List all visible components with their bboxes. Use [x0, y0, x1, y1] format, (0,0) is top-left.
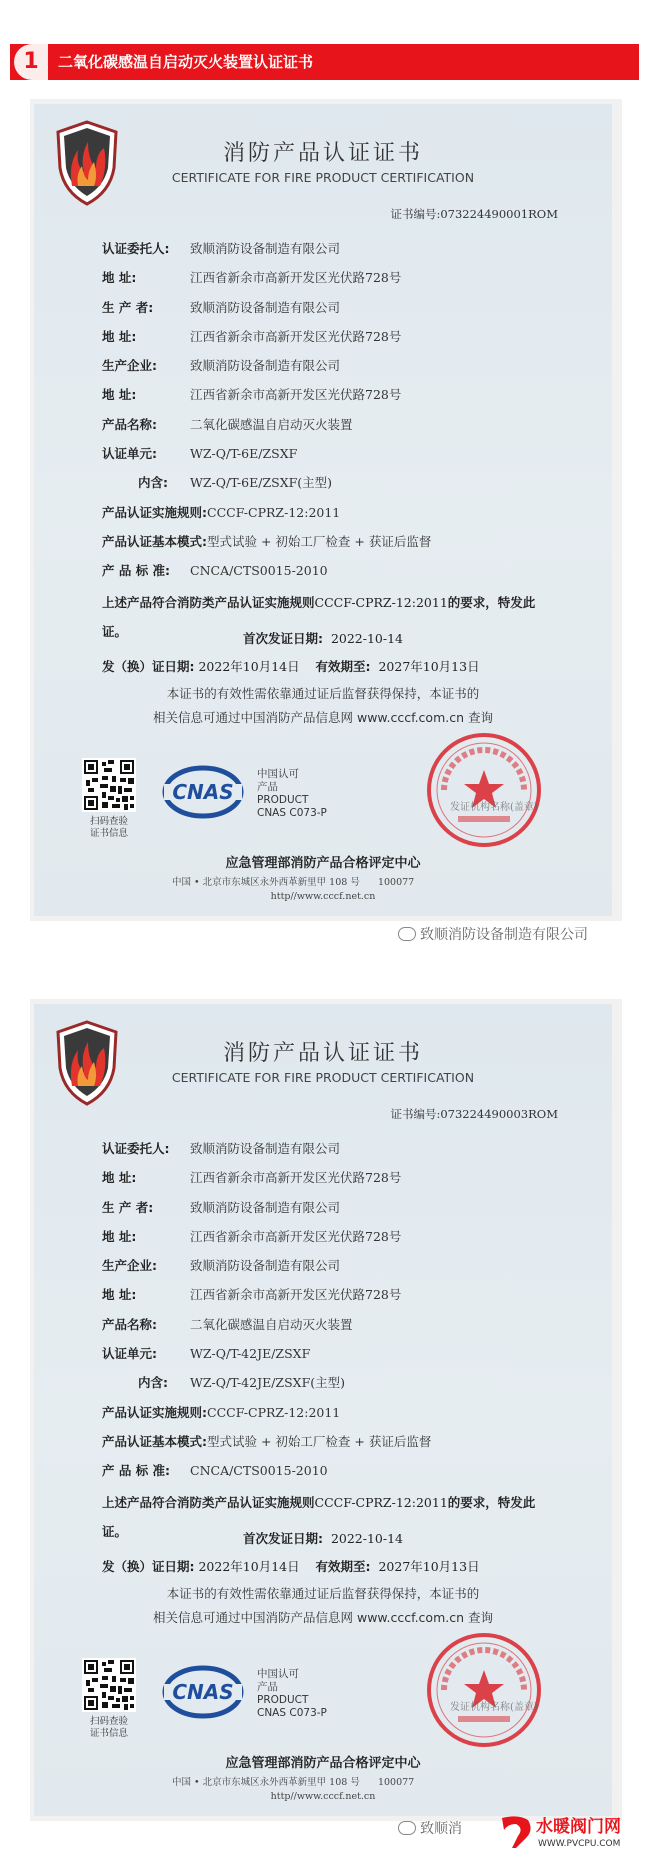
field-value: 型式试验 + 初始工厂检查 + 获证后监督 [207, 533, 432, 549]
field-label: 生产企业: [102, 1258, 157, 1274]
qr-label-line2: 证书信息 [89, 828, 128, 839]
field-value: 江西省新余市高新开发区光伏路728号 [190, 328, 402, 344]
field-value: 致顺消防设备制造有限公司 [190, 299, 341, 315]
field-address [102, 380, 582, 409]
validity-note-line2: 相关信息可通过中国消防产品信息网 www.cccf.com.cn 查询 [153, 710, 493, 725]
field-label: 产 品 标 准: [102, 563, 171, 579]
cnas-line: 产品 [257, 1681, 278, 1693]
cnas-line: 中国认可 [257, 768, 299, 780]
brand-logo [498, 1812, 646, 1850]
qr-label [76, 816, 142, 840]
field-value: 江西省新余市高新开发区光伏路728号 [190, 270, 402, 286]
field-value: 江西省新余市高新开发区光伏路728号 [190, 387, 402, 403]
cnas-logo-text: CNAS [172, 1680, 234, 1704]
field-label: 内含: [138, 475, 168, 491]
first-issue-date [34, 1529, 612, 1547]
first-issue-value: 2022-10-14 [330, 1531, 404, 1546]
validity-note-line2: 相关信息可通过中国消防产品信息网 www.cccf.com.cn 查询 [153, 1610, 493, 1625]
field-label: 地 址: [102, 270, 137, 286]
field-label: 生产企业: [102, 358, 157, 374]
issuer-address [172, 874, 414, 888]
field-address [102, 1163, 582, 1192]
statement-text-end: 的要求，特发此证。 [102, 594, 536, 639]
field-value: WZ-Q/T-42JE/ZSXF(主型) [190, 1375, 345, 1391]
certificate-title-en: CERTIFICATE FOR FIRE PRODUCT CERTIFICATION [171, 1070, 475, 1085]
field-label: 地 址: [102, 1228, 137, 1244]
seal-caption: 发证机构名称(盖章) [450, 1702, 538, 1713]
seal-caption: 发证机构名称(盖章) [450, 802, 538, 813]
field-value: 致顺消防设备制造有限公司 [190, 1141, 341, 1156]
cnas-logo [162, 764, 244, 820]
expiry-label: 有效期至: [315, 1559, 371, 1574]
issue-value: 2022年10月14日 [198, 659, 300, 674]
field-label: 产品认证实施规则: [102, 1404, 207, 1420]
certificate-title: 消防产品认证证书 [222, 1041, 423, 1066]
field-contains [102, 468, 582, 497]
certificate-title-en: CERTIFICATE FOR FIRE PRODUCT CERTIFICATION [171, 170, 475, 185]
field-rule [102, 498, 582, 527]
field-value: CNCA/CTS0015-2010 [190, 1463, 328, 1479]
field-value: WZ-Q/T-6E/ZSXF(主型) [190, 475, 333, 491]
section-title: 二氧化碳感温自启动灭火装置认证证书 [58, 53, 314, 71]
expiry-value: 2027年10月13日 [378, 1559, 480, 1574]
statement-rule: CCCF-CPRZ-12:2011 [314, 594, 448, 610]
field-value: WZ-Q/T-42JE/ZSXF [190, 1346, 311, 1362]
certificate [34, 1004, 612, 1816]
expiry-value: 2027年10月13日 [378, 659, 480, 674]
certificate-number-value: 073224490003ROM [440, 1107, 558, 1121]
expiry-label: 有效期至: [315, 659, 371, 674]
certificate-title: 消防产品认证证书 [222, 141, 423, 166]
official-seal [424, 730, 544, 850]
field-label: 认证单元: [102, 1346, 157, 1362]
issue-label: 发（换）证日期: [102, 1559, 195, 1574]
statement-text: 上述产品符合消防类产品认证实施规则 [102, 594, 315, 610]
certificate-fields [102, 234, 582, 646]
issue-label: 发（换）证日期: [102, 659, 195, 674]
cnas-logo-text: CNAS [172, 780, 234, 804]
field-label: 内含: [138, 1375, 168, 1391]
certificate-fields [102, 1134, 582, 1546]
cnas-accreditation [257, 768, 327, 820]
field-label: 认证单元: [102, 446, 157, 462]
field-value: 江西省新余市高新开发区光伏路728号 [190, 1287, 402, 1303]
field-mode [102, 527, 582, 556]
field-label: 地 址: [102, 387, 137, 403]
field-value: 江西省新余市高新开发区光伏路728号 [190, 1170, 402, 1186]
brand-url: WWW.PVCPU.COM [538, 1839, 621, 1849]
watermark-wechat [398, 924, 588, 944]
first-issue-label: 首次发证日期: [242, 631, 323, 646]
first-issue-label: 首次发证日期: [242, 1531, 323, 1546]
field-value: 致顺消防设备制造有限公司 [190, 241, 341, 256]
field-address [102, 1222, 582, 1251]
issuer-name: 应急管理部消防产品合格评定中心 [225, 1756, 421, 1771]
field-address [102, 322, 582, 351]
field-label: 产 品 标 准: [102, 1463, 171, 1479]
field-standard [102, 556, 582, 585]
issuer-address-text: 中国 • 北京市东城区永外西革新里甲 108 号 [172, 1777, 360, 1788]
certificate-number [390, 206, 558, 222]
qr-label-line1: 扫码查验 [89, 1716, 128, 1727]
certificate-number [390, 1106, 558, 1122]
first-issue-value: 2022-10-14 [330, 631, 404, 646]
issue-dates [102, 1557, 480, 1575]
qr-code-icon [82, 758, 136, 812]
cnas-line: PRODUCT [257, 1694, 309, 1706]
field-producer [102, 1193, 582, 1222]
field-product [102, 1310, 582, 1339]
qr-label-line2: 证书信息 [89, 1728, 128, 1739]
field-mode [102, 1427, 582, 1456]
wechat-icon [398, 927, 416, 941]
field-label: 产品认证基本模式: [102, 533, 207, 549]
wechat-icon [398, 1821, 416, 1835]
field-label: 产品认证基本模式: [102, 1433, 207, 1449]
issuer-zip: 100077 [377, 877, 415, 888]
cnas-line: 中国认可 [257, 1668, 299, 1680]
official-seal [424, 1630, 544, 1750]
field-value: CCCF-CPRZ-12:2011 [207, 1404, 341, 1420]
field-producer [102, 293, 582, 322]
cnas-line: CNAS C073-P [257, 1707, 327, 1719]
issuer-url: http//www.cccf.net.cn [270, 891, 376, 902]
field-value: WZ-Q/T-6E/ZSXF [190, 446, 298, 462]
certificate-number-label: 证书编号: [390, 1107, 441, 1121]
certificate-number-value: 073224490001ROM [440, 207, 558, 221]
certificate-number-label: 证书编号: [390, 207, 441, 221]
field-label: 生 产 者: [102, 299, 154, 315]
cnas-line: 产品 [257, 781, 278, 793]
issuer-name: 应急管理部消防产品合格评定中心 [225, 856, 421, 871]
issuer-zip: 100077 [377, 1777, 415, 1788]
brand-name: 水暖阀门网 [536, 1817, 621, 1837]
field-label: 产品认证实施规则: [102, 504, 207, 520]
field-value: 致顺消防设备制造有限公司 [190, 1199, 341, 1215]
field-unit [102, 439, 582, 468]
field-label: 产品名称: [102, 1316, 157, 1332]
field-label: 生 产 者: [102, 1199, 154, 1215]
field-contains [102, 1368, 582, 1397]
field-address [102, 263, 582, 292]
watermark-wechat-2 [398, 1818, 462, 1838]
section-number: 1 [14, 44, 48, 80]
watermark-text: 致顺消 [420, 1821, 462, 1837]
certificate [34, 104, 612, 916]
issue-dates [102, 657, 480, 675]
field-standard [102, 1456, 582, 1485]
first-issue-date [34, 629, 612, 647]
field-label: 产品名称: [102, 416, 157, 432]
field-label: 地 址: [102, 1170, 137, 1186]
issue-value: 2022年10月14日 [198, 1559, 300, 1574]
field-rule [102, 1398, 582, 1427]
field-value: 二氧化碳感温自启动灭火装置 [190, 416, 353, 432]
statement-rule: CCCF-CPRZ-12:2011 [314, 1494, 448, 1510]
field-label: 认证委托人: [102, 1141, 170, 1156]
cnas-line: PRODUCT [257, 794, 309, 806]
field-client [102, 234, 582, 263]
validity-note-line1: 本证书的有效性需依靠通过证后监督获得保持，本证书的 [166, 1586, 480, 1601]
field-factory [102, 1251, 582, 1280]
qr-label-line1: 扫码查验 [89, 816, 128, 827]
field-value: 二氧化碳感温自启动灭火装置 [190, 1316, 353, 1332]
qr-code-icon [82, 1658, 136, 1712]
validity-note-line1: 本证书的有效性需依靠通过证后监督获得保持，本证书的 [166, 686, 480, 701]
statement-text: 上述产品符合消防类产品认证实施规则 [102, 1494, 315, 1510]
watermark-text: 致顺消防设备制造有限公司 [420, 927, 588, 943]
statement-text-end: 的要求，特发此证。 [102, 1494, 536, 1539]
field-value: 致顺消防设备制造有限公司 [190, 1258, 341, 1274]
cnas-logo [162, 1664, 244, 1720]
field-value: 型式试验 + 初始工厂检查 + 获证后监督 [207, 1433, 432, 1449]
cnas-line: CNAS C073-P [257, 807, 327, 819]
field-unit [102, 1339, 582, 1368]
field-product [102, 410, 582, 439]
issuer-address-text: 中国 • 北京市东城区永外西革新里甲 108 号 [172, 877, 360, 888]
field-label: 地 址: [102, 1287, 137, 1303]
field-value: CCCF-CPRZ-12:2011 [207, 504, 341, 520]
field-address [102, 1280, 582, 1309]
field-client [102, 1134, 582, 1163]
cnas-accreditation [257, 1668, 327, 1720]
field-value: 江西省新余市高新开发区光伏路728号 [190, 1228, 402, 1244]
field-factory [102, 351, 582, 380]
field-value: CNCA/CTS0015-2010 [190, 563, 328, 579]
issuer-url: http//www.cccf.net.cn [270, 1791, 376, 1802]
qr-label [76, 1716, 142, 1740]
field-label: 地 址: [102, 328, 137, 344]
field-label: 认证委托人: [102, 241, 170, 256]
field-value: 致顺消防设备制造有限公司 [190, 358, 341, 374]
issuer-address [172, 1774, 414, 1788]
